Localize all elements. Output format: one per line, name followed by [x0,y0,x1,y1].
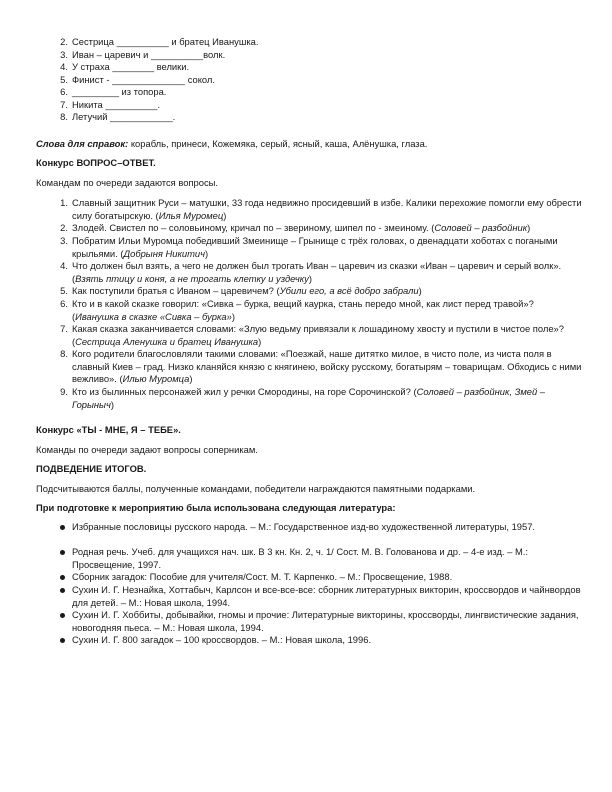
list-item-number: 4. [60,61,68,72]
answer: Соловей – разбойник, Змей – Горыныч [72,386,546,410]
question-item: Кто из былинных персонажей жил у речки Смородины, на горе Сорочинской? (Соловей – разбойник, Змей – Горыныч) [72,386,546,410]
question-item: Славный защитник Руси – матушки, 33 года недвижно просидевший в избе. Калики перехожие помогли ему обрести силу богатырскую. (Илья Муромец) [72,197,582,221]
question-number: 8. [60,348,68,359]
question-item: Какая сказка заканчивается словами: «Злую ведьму привязали к лошадиному хвосту и пустили в чистое поле»? (Сестрица Аленушка и братец Иванушка) [72,323,564,347]
list-item-number: 2. [60,36,68,47]
list-item-number: 5. [60,74,68,85]
literature-item: Сборник загадок: Пособие для учителя/Сост. М. Т. Карпенко. – М.: Просвещение, 1988. [72,571,453,582]
list-item: Никита __________. [72,99,161,110]
question-item: Что должен был взять, а чего не должен был трогать Иван – царевич из сказки «Иван – царевич и серый волк». (Взять птицу и коня, а не трогать клетку и уздечку) [72,260,562,284]
question-item: Как поступили братья с Иваном – царевичем? (Убили его, а всё добро забрали) [72,285,422,296]
list-item-number: 6. [60,86,68,97]
answer: Соловей – разбойник [434,222,528,233]
section-heading: Конкурс ВОПРОС–ОТВЕТ. [36,157,156,168]
list-item-number: 3. [60,49,68,60]
answer: Убили его, а всё добро забрали [279,285,419,296]
list-item-number: 8. [60,111,68,122]
list-item: Финист - ______________ сокол. [72,74,215,85]
answer: Илью Муромца [122,373,190,384]
answer: Илья Муромец [158,209,224,221]
section-text: Подсчитываются баллы, полученные командами, победители награждаются памятными подарками. [36,483,476,494]
section-text: Команды по очереди задают вопросы соперникам. [36,444,258,455]
question-number: 4. [60,260,68,271]
bullet-icon [60,575,65,580]
list-item: У страха ________ велики. [72,61,190,72]
bullet-icon [60,638,65,643]
literature-item: Избранные пословицы русского народа. – М.: Государственное изд-во художественной литературы, 1957. [72,521,536,532]
bullet-icon [60,550,65,555]
question-item: Кого родители благословляли такими словами: «Поезжай, наше дитятко милое, в чисто поле, из чиста поля в славный Киев – град. Низко кланяйся князю с княгинею, войску русскому, богатырям – товарищам. Обходись с ними вежливо». (Илью Муромца) [72,348,582,384]
answer: Иванушка в сказке «Сивка – бурка» [75,310,232,322]
hint-text: корабль, принеси, Кожемяка, серый, ясный, каша, Алёнушка, глаза. [128,138,428,149]
list-item: Летучий ____________. [72,111,176,122]
hint-label: Слова для справок: [36,138,129,149]
question-item: Кто и в какой сказке говорил: «Сивка – бурка, вещий каурка, стань передо мной, как лист перед травой»? (Иванушка в сказке «Сивка – бурка») [72,298,534,322]
section-heading: При подготовке к мероприятию была использована следующая литература: [36,502,396,513]
literature-item: Сухин И. Г. Незнайка, Хоттабыч, Карлсон и все-все-все: сборник литературных викторин, кроссвордов и чайнвордов для детей. – М.: Новая школа, 1994. [72,584,581,608]
list-item: _________ из топора. [72,86,167,97]
answer: Взять птицу и коня, а не трогать клетку и уздечку [75,272,309,284]
list-item: Иван – царевич и __________волк. [72,49,226,60]
bullet-icon [60,613,65,618]
question-number: 1. [60,197,68,208]
list-item: Сестрица __________ и братец Иванушка. [72,36,259,47]
literature-item: Сухин И. Г. 800 загадок – 100 кроссвордов. – М.: Новая школа, 1996. [72,634,372,645]
question-number: 3. [60,235,68,246]
list-item-number: 7. [60,99,68,110]
section-heading: Конкурс «ТЫ - МНЕ, Я – ТЕБЕ». [36,424,181,435]
question-item: Побратим Ильи Муромца победивший Змеинище – Грынище с трёх головах, о двенадцати хоботах с погаными крыльями. (Добрыня Никитич) [72,235,558,259]
answer: Добрыня Никитич [123,247,205,259]
section-heading: ПОДВЕДЕНИЕ ИТОГОВ. [36,463,147,474]
bullet-icon [60,588,65,593]
question-item: Злодей. Свистел по – соловьиному, кричал по – звериному, шипел по - змеиному. (Соловей – разбойник) [72,222,531,233]
literature-item: Сухин И. Г. Хоббиты, добывайки, гномы и прочие: Литературные викторины, кроссворды, лингвистические задания, новогодняя пьеса. – М.: Новая школа, 1994. [72,609,579,633]
hint-line [36,138,427,150]
bullet-icon [60,525,65,530]
literature-item: Родная речь. Учеб. для учащихся нач. шк. В 3 кн. Кн. 2, ч. 1/ Сост. М. В. Голованова и др. – 4-е изд. – М.: Просвещение, 1997. [72,546,528,570]
question-number: 5. [60,285,68,296]
question-number: 6. [60,298,68,309]
question-number: 9. [60,386,68,397]
answer: Сестрица Аленушка и братец Иванушка [75,335,259,347]
section-intro: Командам по очереди задаются вопросы. [36,177,218,188]
question-number: 7. [60,323,68,334]
question-number: 2. [60,222,68,233]
